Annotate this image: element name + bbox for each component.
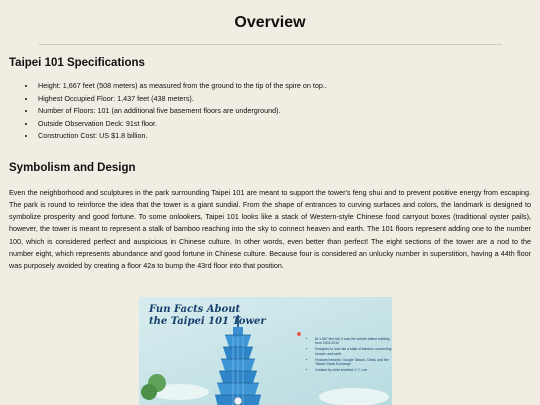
- specs-heading: Taipei 101 Specifications: [9, 57, 145, 69]
- poster-fact: • Created by chief architect C.Y. Lee: [315, 368, 392, 372]
- fun-facts-poster: [139, 297, 392, 405]
- poster-facts-list: [309, 337, 392, 374]
- poster-title: Fun Facts About the Taipei 101 Tower: [149, 304, 266, 327]
- symbolism-heading: Symbolism and Design: [9, 161, 136, 174]
- specs-list: [0, 80, 540, 143]
- poster-fact: • At 1,667 feet tall, it was the world's tallest building from 2004-2010: [315, 337, 392, 346]
- spec-floors: • Number of Floors: 101 (an additional five basement floors are underground).: [36, 105, 540, 118]
- spec-highest-floor: • Highest Occupied Floor: 1,437 feet (438 meters).: [36, 93, 540, 106]
- poster-fact: • Designed to look like a stalk of bamboo connecting heaven and earth: [315, 347, 392, 356]
- spec-cost: • Construction Cost: US $1.8 billion.: [36, 130, 540, 143]
- title-divider: [39, 44, 502, 45]
- spec-height: • Height: 1,667 feet (508 meters) as measured from the ground to the tip of the spire on top..: [36, 80, 540, 93]
- symbolism-paragraph: Even the neighborhood and sculptures in the park surrounding Taipei 101 are meant to support the tower's feng shui and to prevent positive energy from escaping. The park is round to reinforce the idea that the tower is a giant sundial. From the shape of entrances to curving surfaces and colors, the landmark is designed to symbolize prosperity and good fortune. To some onlookers, Taipei 101 looks like a stack of Western-style Chinese food carryout boxes (traditional oyster pails), however, the tower is meant to represent a stalk of bamboo reaching into the sky to connect heaven and earth. The 101 floors represent adding one to the number 100, which is considered perfect and auspicious in Chinese culture. In other words, even better than perfect! The eight sections of the tower are a nod to the number eight, which represents abundance and good fortune in Chinese culture. Because four is considered an unlucky number in superstition, having a 44th floor was purposely avoided by creating a floor 42a to bump the 43rd floor into that position.: [9, 187, 531, 271]
- spec-observation-deck: • Outside Observation Deck: 91st floor.: [36, 118, 540, 131]
- poster-fact: • Featured tenants: Google Taiwan, Citrial, and the Taiwan Stock Exchange: [315, 358, 392, 367]
- page-title: Overview: [234, 14, 306, 31]
